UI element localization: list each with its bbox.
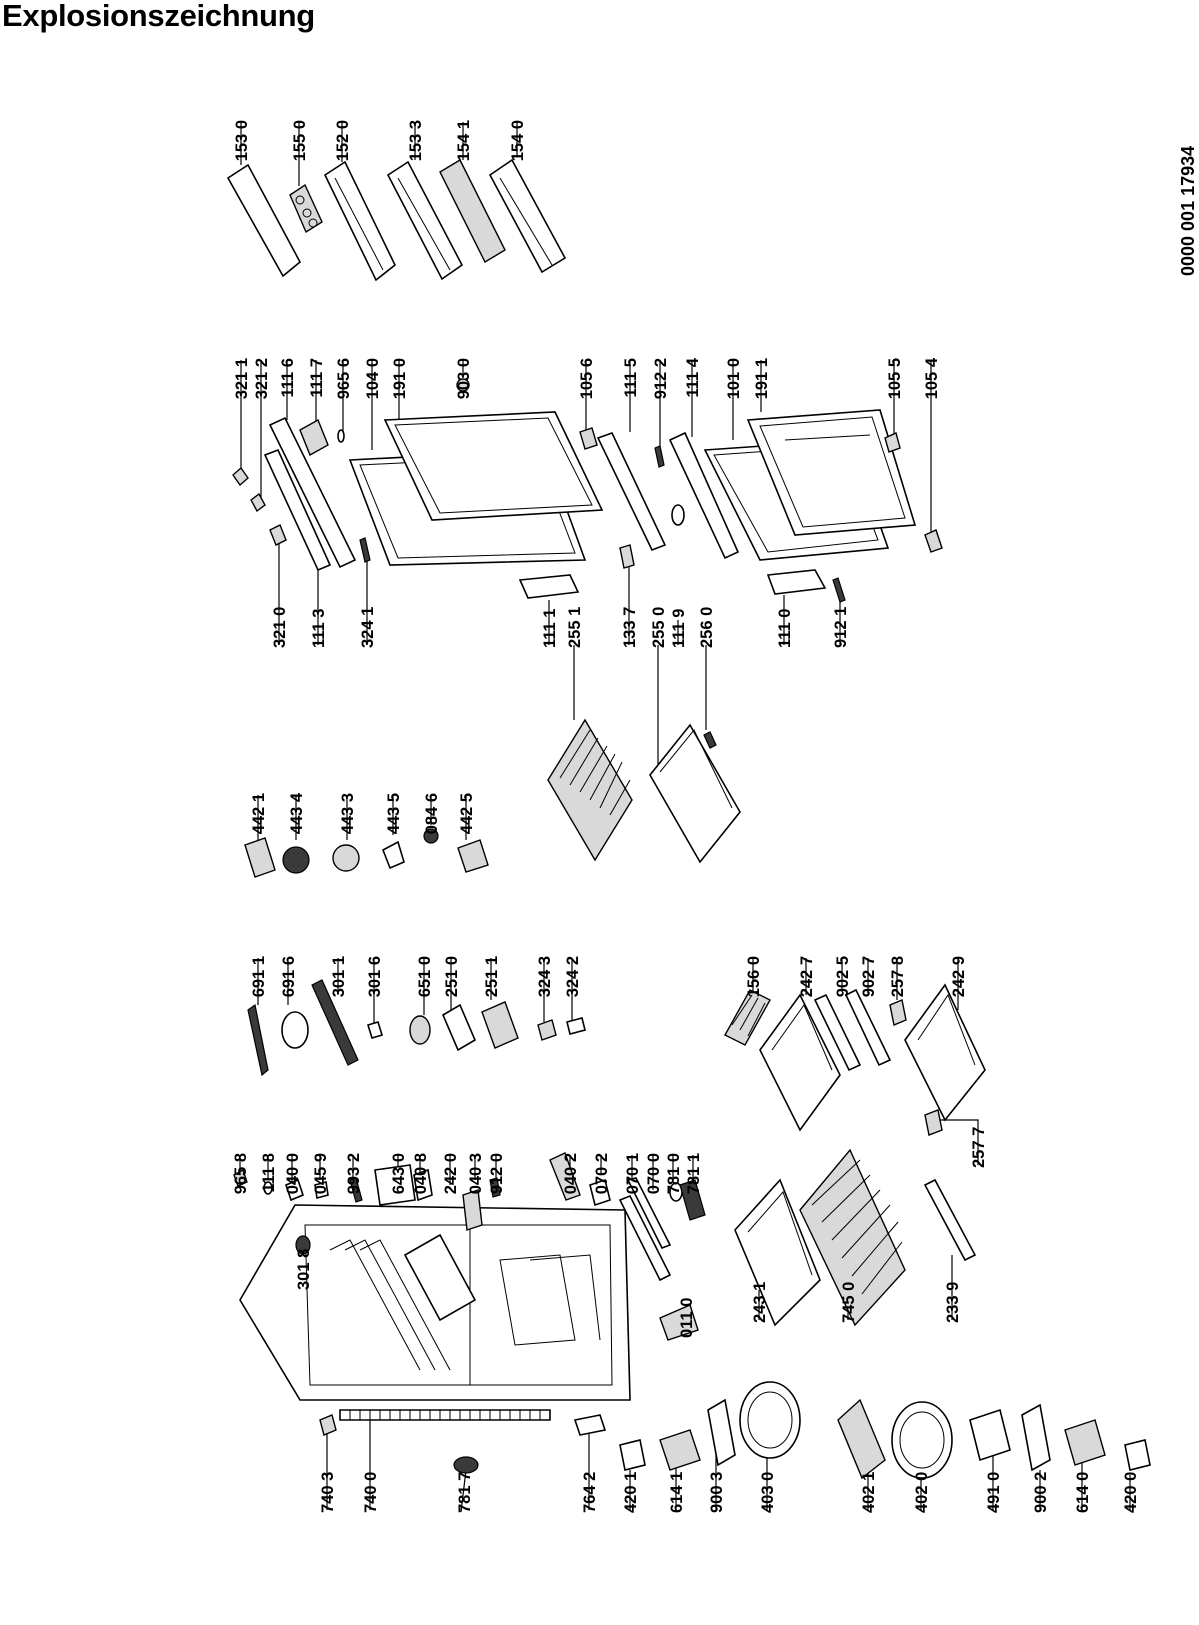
part-label-902-5: 902 5: [834, 956, 852, 998]
part-label-324-1: 324 1: [359, 606, 377, 648]
clip-7403: [320, 1415, 336, 1435]
part-label-301-8: 301 8: [295, 1248, 313, 1290]
drawing-number: 0000 001 17934: [1178, 145, 1198, 276]
knob-4434: [283, 847, 309, 873]
hinge-pin-3210: [270, 525, 286, 545]
thermostat-group: [245, 829, 488, 877]
part-label-156-0: 156 0: [745, 956, 763, 998]
cover-4021: [838, 1400, 885, 1478]
hinge-1054: [925, 530, 942, 552]
thermostat-4421: [245, 838, 275, 877]
bracket-9002: [1022, 1405, 1050, 1470]
disc-6916: [282, 1012, 308, 1048]
lamp-6510: [410, 1016, 430, 1044]
starter-6140: [1065, 1420, 1105, 1465]
part-label-764-2: 764 2: [581, 1471, 599, 1513]
clip-2560: [704, 732, 716, 748]
spring-3241: [360, 538, 370, 562]
part-label-111-8: 111 8: [260, 1153, 278, 1193]
part-label-643-0: 643 0: [390, 1153, 408, 1195]
part-label-614-0: 614 0: [1074, 1471, 1092, 1513]
drawers-group: [725, 985, 985, 1135]
logo-plate-1117: [300, 420, 328, 455]
part-label-243-1: 243 1: [751, 1281, 769, 1323]
part-label-257-7: 257 7: [970, 1126, 988, 1168]
condenser-7400: [340, 1410, 550, 1420]
part-label-442-1: 442 1: [250, 793, 268, 835]
part-label-155-0: 155 0: [291, 120, 309, 162]
part-label-040-8: 040 8: [412, 1153, 430, 1195]
part-label-902-7: 902 7: [860, 956, 878, 998]
part-label-045-9: 045 9: [312, 1153, 330, 1195]
clip-2577: [925, 1110, 942, 1135]
part-label-111-5: 111 5: [622, 358, 640, 398]
part-label-111-3: 111 3: [310, 608, 328, 648]
clip-3243: [538, 1020, 556, 1040]
part-label-745-0: 745 0: [840, 1281, 858, 1323]
part-label-256-0: 256 0: [698, 606, 716, 648]
part-label-965-8: 965 8: [232, 1153, 250, 1195]
shelf-grid-2551: [548, 720, 632, 860]
part-label-191-0: 191 0: [391, 358, 409, 400]
part-label-105-5: 105 5: [886, 358, 904, 400]
part-label-255-0: 255 0: [650, 606, 668, 648]
box-4910: [970, 1410, 1010, 1460]
fan-4435: [383, 842, 404, 868]
part-label-111-7: 111 7: [308, 358, 326, 398]
part-label-301-1: 301 1: [330, 956, 348, 998]
glass-shelf-2550: [650, 725, 740, 862]
part-label-242-9: 242 9: [950, 956, 968, 998]
part-label-040-2: 040 2: [562, 1153, 580, 1195]
clip-2578: [890, 1000, 906, 1025]
knob-4433: [333, 845, 359, 871]
part-label-321-2: 321 2: [253, 358, 271, 400]
part-label-040-3: 040 3: [467, 1153, 485, 1195]
part-label-443-5: 443 5: [385, 793, 403, 835]
part-label-104-0: 104 0: [364, 358, 382, 400]
shelves-group: [548, 720, 740, 862]
part-label-912-0: 912 0: [488, 1153, 506, 1195]
part-label-403-0: 403 0: [759, 1471, 777, 1513]
part-label-111-4: 111 4: [684, 358, 702, 398]
part-label-993-2: 993 2: [345, 1153, 363, 1195]
page-title: Explosionszeichnung: [2, 0, 315, 33]
part-label-111-0: 111 0: [776, 608, 794, 648]
part-label-101-0: 101 0: [725, 358, 743, 400]
bracket-9003: [708, 1400, 735, 1465]
part-label-420-0: 420 0: [1122, 1471, 1140, 1513]
screw-9122: [655, 446, 664, 467]
part-label-040-0: 040 0: [284, 1153, 302, 1195]
lamp-housing-2511: [482, 1002, 518, 1048]
part-label-105-6: 105 6: [578, 358, 596, 400]
part-label-491-0: 491 0: [985, 1471, 1003, 1513]
part-label-154-0: 154 0: [509, 120, 527, 162]
compressor-4030: [740, 1382, 800, 1458]
part-label-191-1: 191 1: [753, 358, 771, 400]
part-label-402-0: 402 0: [913, 1471, 931, 1513]
part-label-257-8: 257 8: [889, 956, 907, 998]
door-bins-group: [228, 160, 565, 280]
rail-2339: [925, 1180, 975, 1260]
part-label-912-2: 912 2: [652, 358, 670, 400]
starter-6141: [660, 1430, 700, 1470]
part-label-251-0: 251 0: [443, 956, 461, 998]
lamp-cover-2510: [443, 1005, 475, 1050]
part-label-781-0: 781 0: [665, 1153, 683, 1195]
filter-7642: [575, 1415, 605, 1435]
part-label-111-1: 111 1: [541, 608, 559, 648]
clip-3242: [567, 1018, 585, 1034]
egg-tray-1550: [290, 185, 322, 232]
part-label-153-0: 153 0: [233, 120, 251, 162]
part-label-255-1: 255 1: [566, 606, 584, 648]
part-label-443-3: 443 3: [339, 793, 357, 835]
part-label-152-0: 152 0: [334, 120, 352, 162]
part-label-691-1: 691 1: [250, 956, 268, 998]
part-label-324-2: 324 2: [564, 956, 582, 998]
drawer-2429: [905, 985, 985, 1120]
freezer-door-group: [233, 379, 602, 570]
compressor-4020: [892, 1402, 952, 1478]
part-label-443-4: 443 4: [288, 793, 306, 835]
part-label-133-7: 133 7: [621, 606, 639, 648]
hinge-plate-1111: [520, 575, 578, 598]
part-label-781-1: 781 1: [685, 1153, 703, 1195]
part-label-691-6: 691 6: [280, 956, 298, 998]
part-label-614-1: 614 1: [668, 1471, 686, 1513]
part-label-011-0: 011 0: [678, 1297, 696, 1338]
part-label-965-6: 965 6: [335, 358, 353, 400]
spacer-1337: [620, 545, 634, 568]
clamp-7817: [454, 1457, 478, 1473]
relay-4200: [1125, 1440, 1150, 1470]
part-label-251-1: 251 1: [483, 956, 501, 998]
cable-6911: [248, 1005, 268, 1075]
hinge-cover-3211: [233, 468, 248, 485]
part-label-903-0: 903 0: [455, 358, 473, 400]
part-label-321-0: 321 0: [271, 606, 289, 648]
part-label-740-3: 740 3: [319, 1471, 337, 1513]
part-label-402-1: 402 1: [860, 1471, 878, 1513]
part-label-084-6: 084 6: [423, 793, 441, 835]
pin-9121: [833, 578, 845, 602]
washer-1119: [672, 505, 684, 525]
part-label-912-1: 912 1: [832, 606, 850, 648]
part-label-111-9: 111 9: [670, 608, 688, 648]
part-label-233-9: 233 9: [944, 1281, 962, 1323]
part-label-442-5: 442 5: [458, 793, 476, 835]
part-label-321-1: 321 1: [233, 358, 251, 400]
sensor-4425: [458, 840, 488, 872]
part-label-900-2: 900 2: [1032, 1471, 1050, 1513]
clip-3016: [368, 1022, 382, 1038]
hinge-block-1056: [580, 428, 597, 449]
part-label-070-0: 070 0: [645, 1153, 663, 1195]
relay-4201: [620, 1440, 645, 1470]
part-label-111-6: 111 6: [279, 358, 297, 398]
hinge-cover-3212: [251, 494, 265, 511]
part-label-740-0: 740 0: [362, 1471, 380, 1513]
part-label-070-1: 070 1: [624, 1153, 642, 1195]
plug-9656: [338, 430, 344, 442]
part-label-105-4: 105 4: [923, 358, 941, 400]
part-label-900-3: 900 3: [708, 1471, 726, 1513]
part-label-154-1: 154 1: [455, 120, 473, 162]
part-label-651-0: 651 0: [416, 956, 434, 998]
part-label-781-7: 781 7: [456, 1471, 474, 1513]
part-label-420-1: 420 1: [622, 1471, 640, 1513]
door-shelf-1530: [228, 165, 300, 276]
door-bin-1540: [490, 160, 565, 272]
part-label-242-7: 242 7: [798, 956, 816, 998]
part-label-153-3: 153 3: [407, 120, 425, 162]
part-label-301-6: 301 6: [366, 956, 384, 998]
part-label-242-0: 242 0: [442, 1153, 460, 1195]
hinge-1110: [768, 570, 825, 594]
bracket-0403: [463, 1190, 482, 1230]
part-label-070-2: 070 2: [593, 1153, 611, 1195]
part-label-324-3: 324 3: [536, 956, 554, 998]
